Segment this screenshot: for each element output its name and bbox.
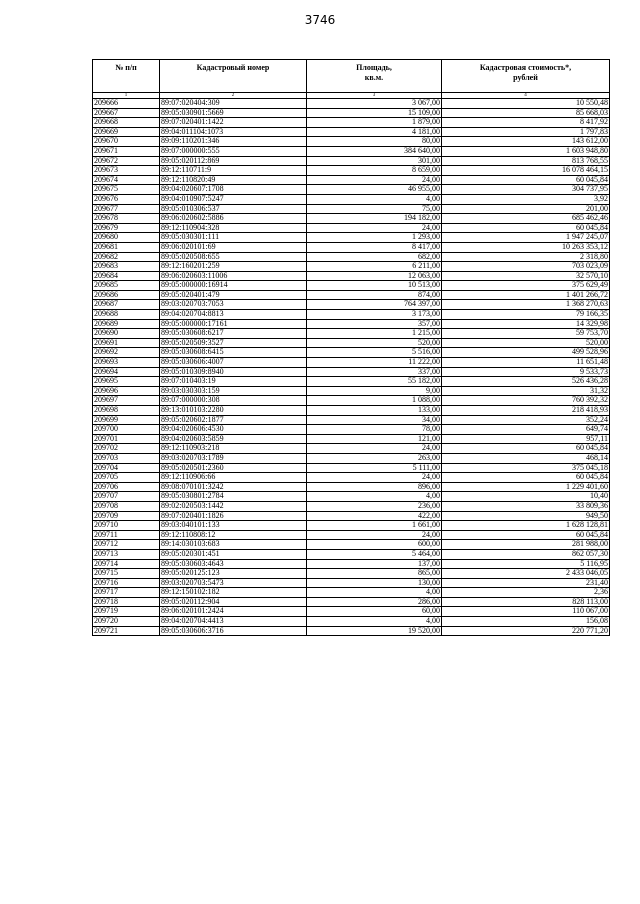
table-row: [93, 146, 610, 156]
row-index: 209717: [93, 588, 160, 598]
cadastral-number: 89:04:020704:4413: [160, 617, 307, 627]
cadastral-cost: 5 116,95: [442, 559, 610, 569]
area-value: 6 211,00: [307, 262, 442, 272]
table-row: [93, 597, 610, 607]
table-header: [93, 60, 610, 99]
cadastral-number: 89:12:160201:259: [160, 262, 307, 272]
row-index: 209716: [93, 578, 160, 588]
cadastral-number: 89:05:020112:904: [160, 597, 307, 607]
cadastral-cost: 220 771,20: [442, 626, 610, 636]
table-row: [93, 108, 610, 118]
column-number: 3: [307, 93, 442, 99]
row-index: 209695: [93, 377, 160, 387]
cadastral-cost: 60 045,84: [442, 530, 610, 540]
cadastral-number: 89:05:030606:3716: [160, 626, 307, 636]
cadastral-number: 89:12:150102:182: [160, 588, 307, 598]
row-index: 209706: [93, 482, 160, 492]
row-index: 209676: [93, 194, 160, 204]
cadastral-cost: 649,74: [442, 425, 610, 435]
table-row: [93, 290, 610, 300]
cadastral-number: 89:07:000000:555: [160, 146, 307, 156]
row-index: 209702: [93, 444, 160, 454]
cadastral-cost: 231,40: [442, 578, 610, 588]
table-row: [93, 329, 610, 339]
cadastral-cost: 499 528,96: [442, 348, 610, 358]
table-row: [93, 473, 610, 483]
cadastral-table: [92, 59, 610, 636]
cadastral-number: 89:13:010103:2280: [160, 406, 307, 416]
table-row: [93, 194, 610, 204]
area-value: 78,00: [307, 425, 442, 435]
area-value: 4 181,00: [307, 127, 442, 137]
cadastral-number: 89:07:020404:309: [160, 99, 307, 109]
cadastral-cost: 10,40: [442, 492, 610, 502]
cadastral-cost: 59 753,70: [442, 329, 610, 339]
row-index: 209704: [93, 463, 160, 473]
cadastral-cost: 10 550,48: [442, 99, 610, 109]
row-index: 209671: [93, 146, 160, 156]
cadastral-cost: 3,92: [442, 194, 610, 204]
cadastral-number: 89:04:020704:8813: [160, 310, 307, 320]
table-row: [93, 406, 610, 416]
area-value: 121,00: [307, 434, 442, 444]
cadastral-number: 89:05:020112:869: [160, 156, 307, 166]
row-index: 209694: [93, 367, 160, 377]
cadastral-number: 89:09:110201:346: [160, 137, 307, 147]
table-row: [93, 540, 610, 550]
table-row: [93, 214, 610, 224]
row-index: 209688: [93, 310, 160, 320]
cadastral-number: 89:02:020503:1442: [160, 501, 307, 511]
table-row: [93, 588, 610, 598]
cadastral-number: 89:08:070101:3242: [160, 482, 307, 492]
cadastral-number: 89:05:010306:537: [160, 204, 307, 214]
area-value: 133,00: [307, 406, 442, 416]
cadastral-cost: 1 368 270,63: [442, 300, 610, 310]
column-number: 2: [160, 93, 307, 99]
cadastral-number: 89:04:011104:1073: [160, 127, 307, 137]
row-index: 209714: [93, 559, 160, 569]
area-value: 3 173,00: [307, 310, 442, 320]
area-value: 301,00: [307, 156, 442, 166]
area-value: 60,00: [307, 607, 442, 617]
cadastral-cost: 685 462,46: [442, 214, 610, 224]
table-row: [93, 118, 610, 128]
area-value: 1 879,00: [307, 118, 442, 128]
cadastral-cost: 862 057,30: [442, 549, 610, 559]
area-value: 137,00: [307, 559, 442, 569]
area-value: 263,00: [307, 453, 442, 463]
area-value: 24,00: [307, 530, 442, 540]
table-row: [93, 175, 610, 185]
cadastral-number: 89:06:020101:2424: [160, 607, 307, 617]
cadastral-number: 89:06:020602:5886: [160, 214, 307, 224]
cadastral-cost: 11 651,48: [442, 358, 610, 368]
area-value: 874,00: [307, 290, 442, 300]
row-index: 209666: [93, 99, 160, 109]
table-row: [93, 617, 610, 627]
table-row: [93, 444, 610, 454]
cadastral-cost: 201,00: [442, 204, 610, 214]
table-row: [93, 367, 610, 377]
header-row: [93, 60, 610, 93]
table-row: [93, 281, 610, 291]
cadastral-cost: 828 113,00: [442, 597, 610, 607]
cadastral-number: 89:03:020703:7053: [160, 300, 307, 310]
area-value: 10 513,00: [307, 281, 442, 291]
cadastral-cost: 1 603 948,80: [442, 146, 610, 156]
cadastral-number: 89:05:000000:17161: [160, 319, 307, 329]
table-row: [93, 415, 610, 425]
table-row: [93, 626, 610, 636]
row-index: 209674: [93, 175, 160, 185]
area-value: 24,00: [307, 175, 442, 185]
cadastral-cost: 110 067,00: [442, 607, 610, 617]
area-value: 520,00: [307, 338, 442, 348]
area-value: 4,00: [307, 492, 442, 502]
table-row: [93, 549, 610, 559]
table-row: [93, 501, 610, 511]
area-value: 24,00: [307, 444, 442, 454]
table-row: [93, 511, 610, 521]
cadastral-cost: 760 392,32: [442, 396, 610, 406]
area-value: 8 417,00: [307, 242, 442, 252]
cadastral-number: 89:05:010309:8940: [160, 367, 307, 377]
area-value: 5 516,00: [307, 348, 442, 358]
row-index: 209705: [93, 473, 160, 483]
area-value: 5 464,00: [307, 549, 442, 559]
cadastral-cost: 32 570,10: [442, 271, 610, 281]
cadastral-number: 89:05:020125:123: [160, 569, 307, 579]
header-area: Площадь, кв.м.: [307, 60, 442, 93]
area-value: 286,00: [307, 597, 442, 607]
row-index: 209673: [93, 166, 160, 176]
table-row: [93, 521, 610, 531]
cadastral-number: 89:04:020606:4530: [160, 425, 307, 435]
cadastral-cost: 218 418,93: [442, 406, 610, 416]
area-value: 75,00: [307, 204, 442, 214]
cadastral-cost: 304 737,95: [442, 185, 610, 195]
table-row: [93, 166, 610, 176]
area-value: 194 182,00: [307, 214, 442, 224]
cadastral-number: 89:03:020703:1789: [160, 453, 307, 463]
cadastral-cost: 520,00: [442, 338, 610, 348]
cadastral-cost: 14 329,98: [442, 319, 610, 329]
cadastral-cost: 2 318,80: [442, 252, 610, 262]
area-value: 24,00: [307, 223, 442, 233]
cadastral-cost: 1 401 266,72: [442, 290, 610, 300]
row-index: 209689: [93, 319, 160, 329]
area-value: 24,00: [307, 473, 442, 483]
table-row: [93, 338, 610, 348]
row-index: 209691: [93, 338, 160, 348]
cadastral-cost: 31,32: [442, 386, 610, 396]
table-row: [93, 386, 610, 396]
table-row: [93, 242, 610, 252]
table-row: [93, 271, 610, 281]
row-index: 209680: [93, 233, 160, 243]
row-index: 209685: [93, 281, 160, 291]
cadastral-cost: 1 229 401,60: [442, 482, 610, 492]
cadastral-number: 89:12:110903:218: [160, 444, 307, 454]
cadastral-number: 89:12:110711:9: [160, 166, 307, 176]
area-value: 1 661,00: [307, 521, 442, 531]
cadastral-number: 89:06:020603:11006: [160, 271, 307, 281]
cadastral-number: 89:14:030103:683: [160, 540, 307, 550]
cadastral-number: 89:04:020607:1708: [160, 185, 307, 195]
area-value: 384 640,00: [307, 146, 442, 156]
cadastral-cost: 60 045,84: [442, 473, 610, 483]
cadastral-number: 89:05:020401:479: [160, 290, 307, 300]
table-row: [93, 348, 610, 358]
row-index: 209677: [93, 204, 160, 214]
column-number: 1: [93, 93, 160, 99]
row-index: 209701: [93, 434, 160, 444]
area-value: 1 293,00: [307, 233, 442, 243]
cadastral-number: 89:05:030901:5669: [160, 108, 307, 118]
cadastral-number: 89:05:000000:16914: [160, 281, 307, 291]
area-value: 46 955,00: [307, 185, 442, 195]
row-index: 209678: [93, 214, 160, 224]
cadastral-cost: 375 045,18: [442, 463, 610, 473]
cadastral-number: 89:06:020101:69: [160, 242, 307, 252]
row-index: 209720: [93, 617, 160, 627]
table-row: [93, 185, 610, 195]
cadastral-number: 89:07:010403:19: [160, 377, 307, 387]
row-index: 209687: [93, 300, 160, 310]
area-value: 5 111,00: [307, 463, 442, 473]
area-value: 236,00: [307, 501, 442, 511]
area-value: 15 109,00: [307, 108, 442, 118]
cadastral-number: 89:04:010907:5247: [160, 194, 307, 204]
table-row: [93, 530, 610, 540]
table-row: [93, 434, 610, 444]
cadastral-cost: 2 433 046,05: [442, 569, 610, 579]
row-index: 209667: [93, 108, 160, 118]
row-index: 209718: [93, 597, 160, 607]
cadastral-number: 89:05:020602:1877: [160, 415, 307, 425]
table-row: [93, 463, 610, 473]
cadastral-number: 89:05:030608:6217: [160, 329, 307, 339]
area-value: 357,00: [307, 319, 442, 329]
row-index: 209715: [93, 569, 160, 579]
cadastral-number: 89:03:040101:133: [160, 521, 307, 531]
area-value: 600,00: [307, 540, 442, 550]
area-value: 80,00: [307, 137, 442, 147]
cadastral-cost: 352,24: [442, 415, 610, 425]
table-row: [93, 137, 610, 147]
area-value: 4,00: [307, 194, 442, 204]
row-index: 209712: [93, 540, 160, 550]
cadastral-number: 89:05:020508:655: [160, 252, 307, 262]
cadastral-number: 89:05:020301:451: [160, 549, 307, 559]
table-row: [93, 377, 610, 387]
cadastral-cost: 1 797,83: [442, 127, 610, 137]
area-value: 682,00: [307, 252, 442, 262]
cadastral-number: 89:05:030301:111: [160, 233, 307, 243]
table-row: [93, 223, 610, 233]
table-row: [93, 358, 610, 368]
row-index: 209703: [93, 453, 160, 463]
area-value: 422,00: [307, 511, 442, 521]
row-index: 209669: [93, 127, 160, 137]
table-row: [93, 607, 610, 617]
cadastral-cost: 468,14: [442, 453, 610, 463]
area-value: 1 088,00: [307, 396, 442, 406]
row-index: 209707: [93, 492, 160, 502]
row-index: 209670: [93, 137, 160, 147]
header-index: № п/п: [93, 60, 160, 93]
row-index: 209683: [93, 262, 160, 272]
cadastral-cost: 79 166,35: [442, 310, 610, 320]
row-index: 209675: [93, 185, 160, 195]
cadastral-cost: 16 078 464,15: [442, 166, 610, 176]
cadastral-cost: 281 988,00: [442, 540, 610, 550]
row-index: 209682: [93, 252, 160, 262]
row-index: 209681: [93, 242, 160, 252]
table-row: [93, 310, 610, 320]
row-index: 209710: [93, 521, 160, 531]
cadastral-cost: 9 533,73: [442, 367, 610, 377]
table-row: [93, 559, 610, 569]
header-cadastral-cost: Кадастровая стоимость*, рублей: [442, 60, 610, 93]
row-index: 209684: [93, 271, 160, 281]
table-row: [93, 233, 610, 243]
cadastral-cost: 526 436,28: [442, 377, 610, 387]
cadastral-cost: 143 612,00: [442, 137, 610, 147]
table-row: [93, 300, 610, 310]
cadastral-number: 89:05:030603:4643: [160, 559, 307, 569]
area-value: 9,00: [307, 386, 442, 396]
cadastral-number: 89:12:110820:49: [160, 175, 307, 185]
cadastral-number: 89:12:110906:66: [160, 473, 307, 483]
area-value: 8 659,00: [307, 166, 442, 176]
cadastral-number: 89:07:020401:1422: [160, 118, 307, 128]
area-value: 130,00: [307, 578, 442, 588]
row-index: 209686: [93, 290, 160, 300]
area-value: 3 067,00: [307, 99, 442, 109]
area-value: 1 215,00: [307, 329, 442, 339]
cadastral-number: 89:05:030801:2784: [160, 492, 307, 502]
row-index: 209679: [93, 223, 160, 233]
table-row: [93, 252, 610, 262]
header-cadastral-number: Кадастровый номер: [160, 60, 307, 93]
area-value: 11 222,00: [307, 358, 442, 368]
row-index: 209700: [93, 425, 160, 435]
row-index: 209719: [93, 607, 160, 617]
table-row: [93, 569, 610, 579]
cadastral-cost: 2,36: [442, 588, 610, 598]
cadastral-cost: 60 045,84: [442, 444, 610, 454]
cadastral-number: 89:03:030303:159: [160, 386, 307, 396]
row-index: 209711: [93, 530, 160, 540]
cadastral-cost: 156,08: [442, 617, 610, 627]
row-index: 209692: [93, 348, 160, 358]
table-row: [93, 425, 610, 435]
area-value: 337,00: [307, 367, 442, 377]
cadastral-cost: 10 263 353,12: [442, 242, 610, 252]
row-index: 209696: [93, 386, 160, 396]
table-row: [93, 482, 610, 492]
table-row: [93, 127, 610, 137]
row-index: 209708: [93, 501, 160, 511]
row-index: 209672: [93, 156, 160, 166]
row-index: 209697: [93, 396, 160, 406]
cadastral-number: 89:05:020509:3527: [160, 338, 307, 348]
table-row: [93, 99, 610, 109]
cadastral-number: 89:12:110904:328: [160, 223, 307, 233]
column-number: 4: [442, 93, 610, 99]
area-value: 12 063,00: [307, 271, 442, 281]
cadastral-cost: 703 023,09: [442, 262, 610, 272]
cadastral-cost: 60 045,84: [442, 223, 610, 233]
cadastral-number: 89:05:030606:4007: [160, 358, 307, 368]
cadastral-number: 89:07:000000:308: [160, 396, 307, 406]
row-index: 209699: [93, 415, 160, 425]
cadastral-number: 89:04:020603:5859: [160, 434, 307, 444]
table-row: [93, 156, 610, 166]
area-value: 896,00: [307, 482, 442, 492]
cadastral-cost: 813 768,55: [442, 156, 610, 166]
page-number: 3746: [304, 13, 336, 27]
area-value: 55 182,00: [307, 377, 442, 387]
cadastral-cost: 949,50: [442, 511, 610, 521]
area-value: 764 397,00: [307, 300, 442, 310]
row-index: 209668: [93, 118, 160, 128]
table-row: [93, 319, 610, 329]
area-value: 19 520,00: [307, 626, 442, 636]
table-row: [93, 492, 610, 502]
cadastral-number: 89:12:110808:12: [160, 530, 307, 540]
cadastral-cost: 1 628 128,81: [442, 521, 610, 531]
row-index: 209693: [93, 358, 160, 368]
table-row: [93, 204, 610, 214]
area-value: 4,00: [307, 588, 442, 598]
cadastral-number: 89:03:020703:5473: [160, 578, 307, 588]
cadastral-number: 89:07:020401:1826: [160, 511, 307, 521]
cadastral-cost: 85 668,03: [442, 108, 610, 118]
row-index: 209713: [93, 549, 160, 559]
cadastral-cost: 957,11: [442, 434, 610, 444]
cadastral-cost: 8 417,92: [442, 118, 610, 128]
row-index: 209709: [93, 511, 160, 521]
area-value: 865,00: [307, 569, 442, 579]
row-index: 209721: [93, 626, 160, 636]
cadastral-cost: 375 629,49: [442, 281, 610, 291]
table-row: [93, 262, 610, 272]
table-row: [93, 453, 610, 463]
area-value: 34,00: [307, 415, 442, 425]
cadastral-number: 89:05:030608:6415: [160, 348, 307, 358]
row-index: 209690: [93, 329, 160, 339]
cadastral-cost: 33 809,36: [442, 501, 610, 511]
row-index: 209698: [93, 406, 160, 416]
table-row: [93, 578, 610, 588]
area-value: 4,00: [307, 617, 442, 627]
table-body: [93, 99, 610, 636]
cadastral-cost: 60 045,84: [442, 175, 610, 185]
table-row: [93, 396, 610, 406]
cadastral-cost: 1 947 245,07: [442, 233, 610, 243]
cadastral-number: 89:05:020501:2360: [160, 463, 307, 473]
